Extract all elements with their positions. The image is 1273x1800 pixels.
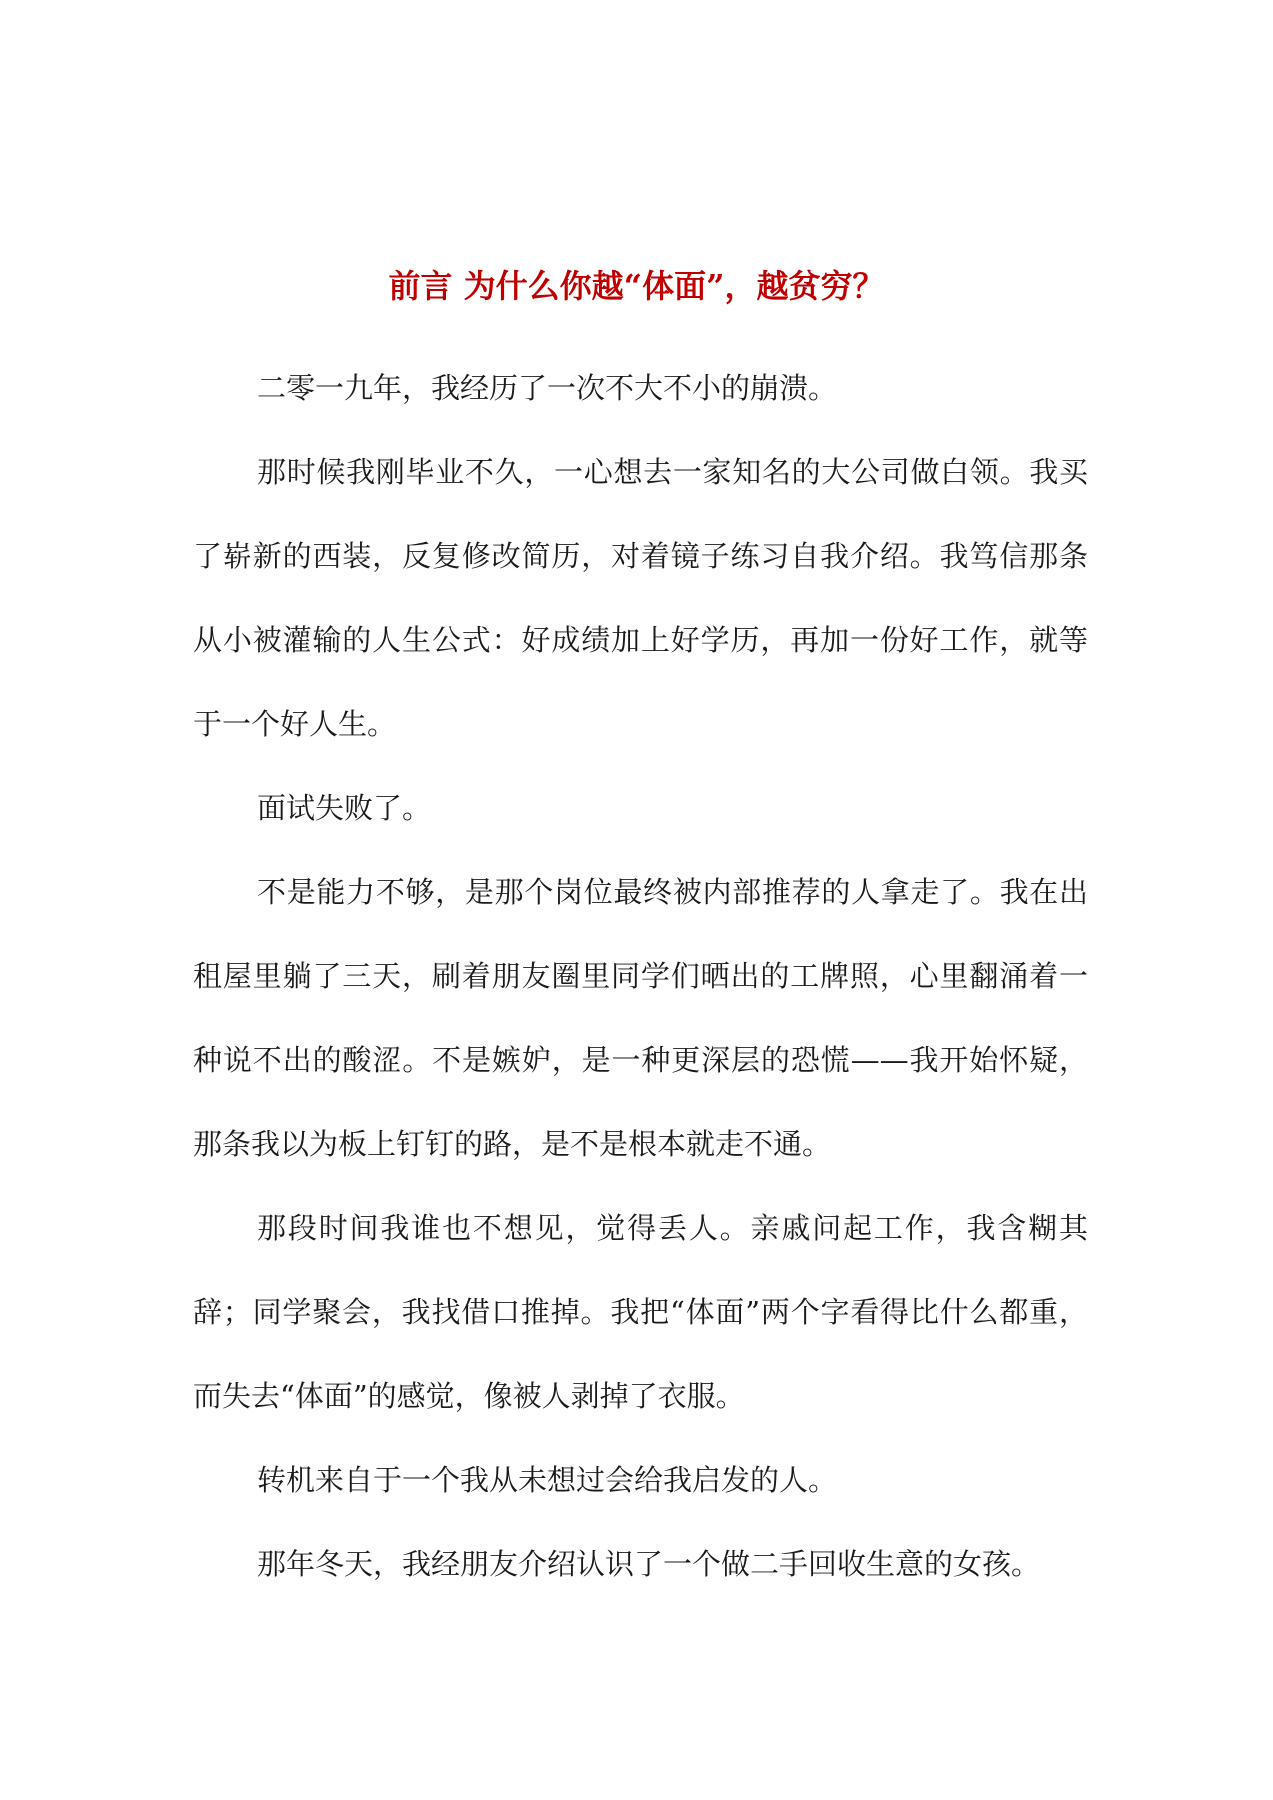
paragraph: 二零一九年，我经历了一次不大不小的崩溃。 <box>257 371 838 405</box>
paragraph: 转机来自于一个我从未想过会给我启发的人。 <box>257 1463 838 1497</box>
chapter-title: 前言 为什么你越“体面”，越贫穷？ <box>388 267 885 305</box>
paragraph: 那时候我刚毕业不久，一心想去一家知名的大公司做白领。我买了崭新的西装，反复修改简历，对着镜子练习自我介绍。我笃信那条从小被灌输的人生公式：好成绩加上好学历，再加一份好工作，就等于一个好人生。 <box>193 455 1088 741</box>
paragraph: 那段时间我谁也不想见，觉得丢人。亲戚问起工作，我含糊其辞；同学聚会，我找借口推掉。我把“体面”两个字看得比什么都重，而失去“体面”的感觉，像被人剥掉了衣服。 <box>193 1211 1088 1413</box>
paragraph: 不是能力不够，是那个岗位最终被内部推荐的人拿走了。我在出租屋里躺了三天，刷着朋友圈里同学们晒出的工牌照，心里翻涌着一种说不出的酸涩。不是嫉妒，是一种更深层的恐慌——我开始怀疑，那条我以为板上钉钉的路，是不是根本就走不通。 <box>193 875 1088 1161</box>
paragraph: 那年冬天，我经朋友介绍认识了一个做二手回收生意的女孩。 <box>257 1547 1041 1581</box>
body-text <box>193 346 1088 1606</box>
paragraph: 面试失败了。 <box>257 791 432 825</box>
